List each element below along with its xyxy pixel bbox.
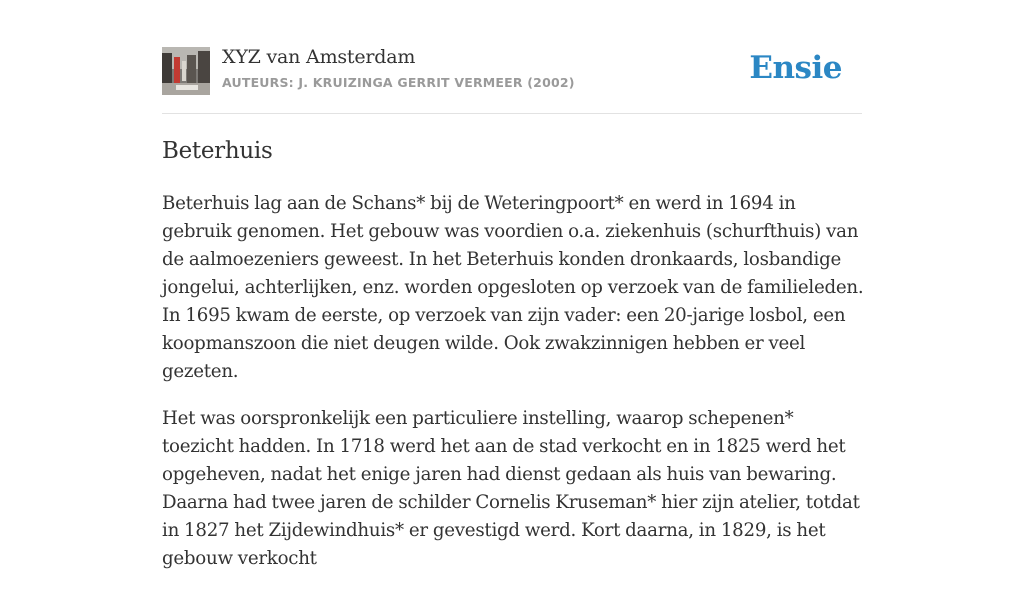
source-authors: AUTEURS: J. KRUIZINGA GERRIT VERMEER (2002) (222, 75, 575, 90)
entry-body (162, 190, 867, 592)
source-header (162, 46, 862, 96)
entry-paragraph: Het was oorspronkelijk een particuliere instelling, waarop schepenen* toezicht hadden. In 1718 werd het aan de stad verkocht en in 1825 werd het opgeheven, nadat het enige jaren had dienst gedaan als huis van bewaring. Daarna had twee jaren de schilder Cornelis Kruseman* hier zijn atelier, totdat in 1827 het Zijdewindhuis* er gevestigd werd. Kort daarna, in 1829, is het gebouw verkocht (162, 408, 860, 569)
street-photo-avatar-icon (162, 47, 210, 95)
entry-title: Beterhuis (162, 138, 273, 164)
source-avatar[interactable] (162, 47, 210, 95)
header-divider (162, 113, 862, 114)
ensie-logo[interactable]: Ensie (749, 50, 842, 86)
source-title[interactable]: XYZ van Amsterdam (222, 46, 416, 68)
entry-paragraph: Beterhuis lag aan de Schans* bij de Weteringpoort* en werd in 1694 in gebruik genomen. Het gebouw was voordien o.a. ziekenhuis (schurfthuis) van de aalmoezeniers geweest. In het Beterhuis konden dronkaards, losbandige jongelui, achterlijken, enz. worden opgesloten op verzoek van de familieleden. In 1695 kwam de eerste, op verzoek van zijn vader: een 20-jarige losbol, een koopmanszoon die niet deugen wilde. Ook zwakzinnigen hebben er veel gezeten. (162, 193, 864, 382)
